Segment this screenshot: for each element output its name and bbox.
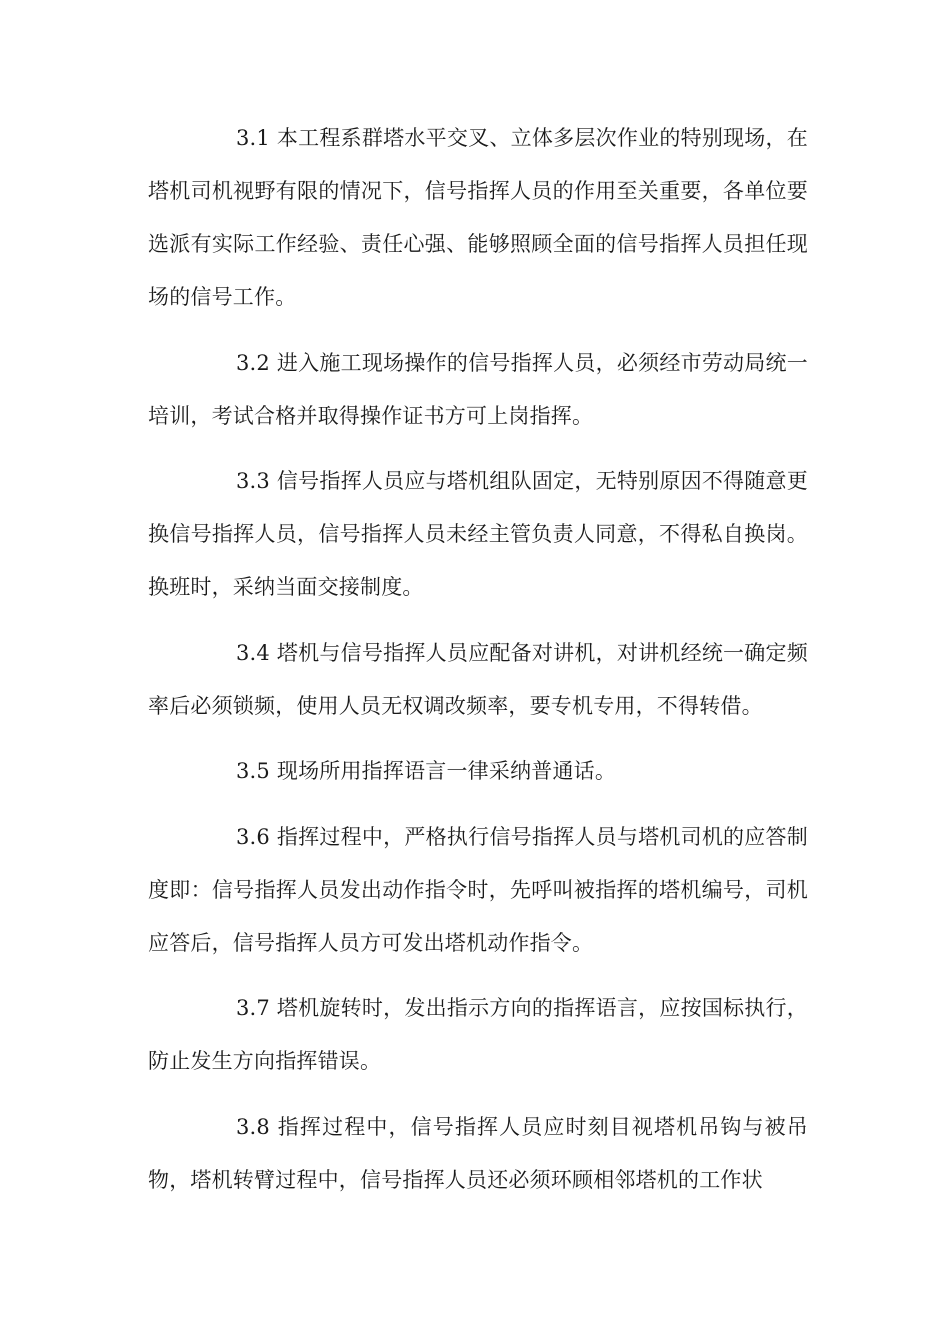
paragraph-3-8: 3.8 指挥过程中，信号指挥人员应时刻目视塔机吊钩与被吊物，塔机转臂过程中，信号指挥人员还必须环顾相邻塔机的工作状 xyxy=(148,1114,808,1192)
paragraph-3-7: 3.7 塔机旋转时，发出指示方向的指挥语言，应按国标执行，防止发生方向指挥错误。 xyxy=(148,996,808,1073)
paragraph-3-3: 3.3 信号指挥人员应与塔机组队固定，无特别原因不得随意更换信号指挥人员，信号指挥人员未经主管负责人同意，不得私自换岗。换班时，采纳当面交接制度。 xyxy=(148,469,808,599)
paragraph-3-5: 3.5 现场所用指挥语言一律采纳普通话。 xyxy=(236,759,617,783)
paragraph-3-4: 3.4 塔机与信号指挥人员应配备对讲机，对讲机经统一确定频率后必须锁频，使用人员无权调改频率，要专机专用，不得转借。 xyxy=(148,640,808,718)
paragraph-3-2: 3.2 进入施工现场操作的信号指挥人员，必须经市劳动局统一培训，考试合格并取得操作证书方可上岗指挥。 xyxy=(148,350,808,428)
paragraph-3-6: 3.6 指挥过程中，严格执行信号指挥人员与塔机司机的应答制度即：信号指挥人员发出动作指令时，先呼叫被指挥的塔机编号，司机应答后，信号指挥人员方可发出塔机动作指令。 xyxy=(148,824,808,955)
document-body xyxy=(148,112,808,1219)
paragraph-3-1: 3.1 本工程系群塔水平交叉、立体多层次作业的特别现场，在塔机司机视野有限的情况下，信号指挥人员的作用至关重要，各单位要选派有实际工作经验、责任心强、能够照顾全面的信号指挥人员担任现场的信号工作。 xyxy=(148,126,808,309)
